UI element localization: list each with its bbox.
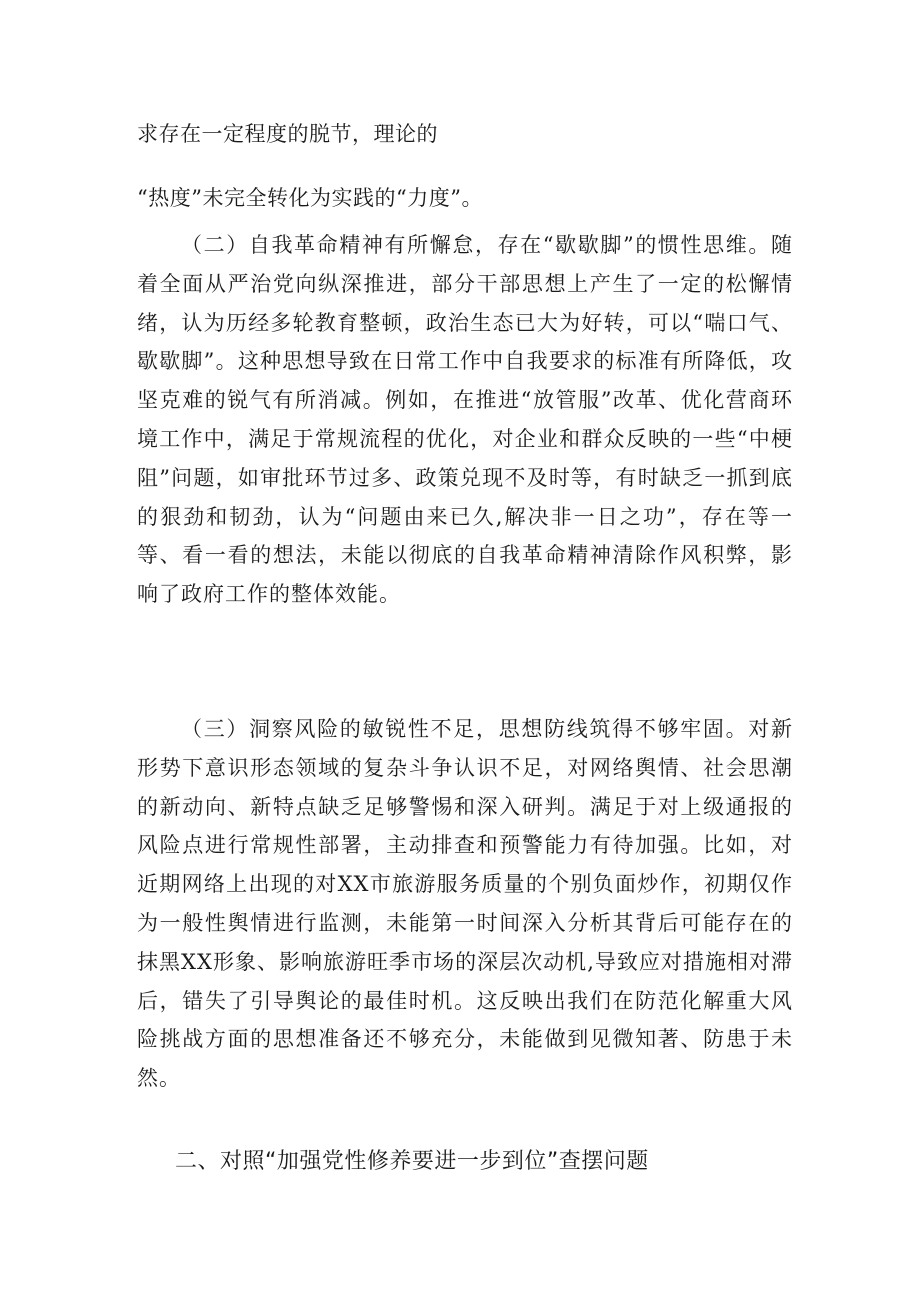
lead-line-1: 求存在一定程度的脱节，理论的	[137, 122, 438, 146]
paragraph-three: （三）洞察风险的敏锐性不足，思想防线筑得不够牢固。对新形势下意识形态领域的复杂斗争认识不足，对网络舆情、社会思潮的新动向、新特点缺乏足够警惕和深入研判。满足于对上级通报的风险点进行常规性部署，主动排查和预警能力有待加强。比如，对近期网络上出现的对XX市旅游服务质量的个别负面炒作，初期仅作为一般性舆情进行监测，未能第一时间深入分析其背后可能存在的抹黑XX形象、影响旅游旺季市场的深层次动机,导致应对措施相对滞后，错失了引导舆论的最佳时机。这反映出我们在防范化解重大风险挑战方面的思想准备还不够充分，未能做到见微知著、防患于未然。	[137, 717, 793, 1091]
lead-line-2: “热度”未完全转化为实践的“力度”。	[137, 186, 483, 210]
section-heading: 二、对照“加强党性修养要进一步到位”查摆问题	[175, 1149, 649, 1174]
paragraph-two: （二）自我革命精神有所懈怠，存在“歇歇脚”的惯性思维。随着全面从严治党向纵深推进，部分干部思想上产生了一定的松懈情绪，认为历经多轮教育整顿，政治生态已大为好转，可以“喘口气、歇歇脚”。这种思想导致在日常工作中自我要求的标准有所降低，攻坚克难的锐气有所消减。例如，在推进“放管服”改革、优化营商环境工作中，满足于常规流程的优化，对企业和群众反映的一些“中梗阻”问题，如审批环节过多、政策兑现不及时等，有时缺乏一抓到底的狠劲和韧劲，认为“问题由来已久,解决非一日之功”，存在等一等、看一看的想法，未能以彻底的自我革命精神清除作风积弊，影响了政府工作的整体效能。	[137, 233, 793, 607]
